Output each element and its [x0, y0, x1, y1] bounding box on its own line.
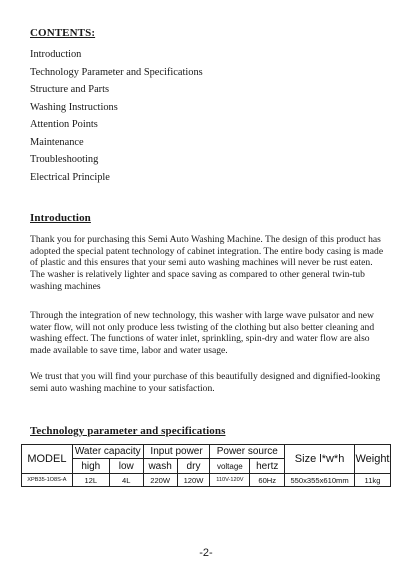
contents-item: Structure and Parts [30, 84, 110, 95]
wash-subheader: wash [143, 459, 177, 474]
contents-item: Technology Parameter and Specifications [30, 66, 203, 78]
spec-data-row [22, 474, 391, 487]
spec-header-row [22, 445, 391, 459]
contents-item: Introduction [30, 49, 82, 60]
low-subheader: low [109, 459, 143, 474]
high-subheader: high [72, 459, 109, 474]
intro-paragraph-2: Through the integration of new technology, this washer with large wave pulsator and new water flow, will not only produce less twisting of the clothing but also better cleaning and washing effect. The functions of water inlet, sprinkling, spin-dry and water flow are also made available to save time, labor and water usage. [30, 310, 375, 357]
dry-value: 120W [177, 474, 210, 487]
contents-item: Electrical Principle [30, 171, 110, 183]
intro-paragraph-3: We trust that you will find your purchase of this beautifully designed and dignified-looking semi auto washing machine to your satisfaction. [30, 371, 381, 394]
water-capacity-header: Water capacity [72, 445, 143, 459]
wash-value: 220W [143, 474, 177, 487]
high-value: 12L [72, 474, 109, 487]
hertz-subheader: hertz [250, 459, 285, 474]
introduction-title: Introduction [30, 212, 91, 224]
contents-list [30, 46, 203, 186]
specs-title: Technology parameter and specifications [30, 425, 226, 437]
weight-header: Weight [354, 445, 390, 474]
hertz-value: 60Hz [250, 474, 285, 487]
voltage-subheader: voltage [210, 459, 250, 474]
contents-item: Washing Instructions [30, 101, 118, 113]
voltage-value: 110V-120V [210, 474, 250, 487]
dry-subheader: dry [177, 459, 210, 474]
size-value: 550x355x610mm [285, 474, 355, 487]
model-header: MODEL [22, 445, 73, 474]
page-number: -2- [199, 547, 213, 559]
low-value: 4L [109, 474, 143, 487]
contents-title: CONTENTS: [30, 27, 96, 39]
contents-item: Maintenance [30, 136, 84, 148]
weight-value: 11kg [354, 474, 390, 487]
spec-table [21, 444, 391, 487]
contents-item: Troubleshooting [30, 154, 99, 165]
intro-paragraph-1: Thank you for purchasing this Semi Auto Washing Machine. The design of this product has adopted the special patent technology of cabinet integration. The entire body casing is made of plastic and this ensures that your semi auto washing machines will never be rust eaten. The washer is relatively lighter and space saving as compared to other general twin-tub washing machines [30, 234, 384, 292]
input-power-header: Input power [143, 445, 210, 459]
power-source-header: Power source [210, 445, 285, 459]
size-header: Size l*w*h [285, 445, 355, 474]
contents-item: Attention Points [30, 119, 98, 130]
model-value: XPB35-1O8S-A [22, 474, 73, 487]
